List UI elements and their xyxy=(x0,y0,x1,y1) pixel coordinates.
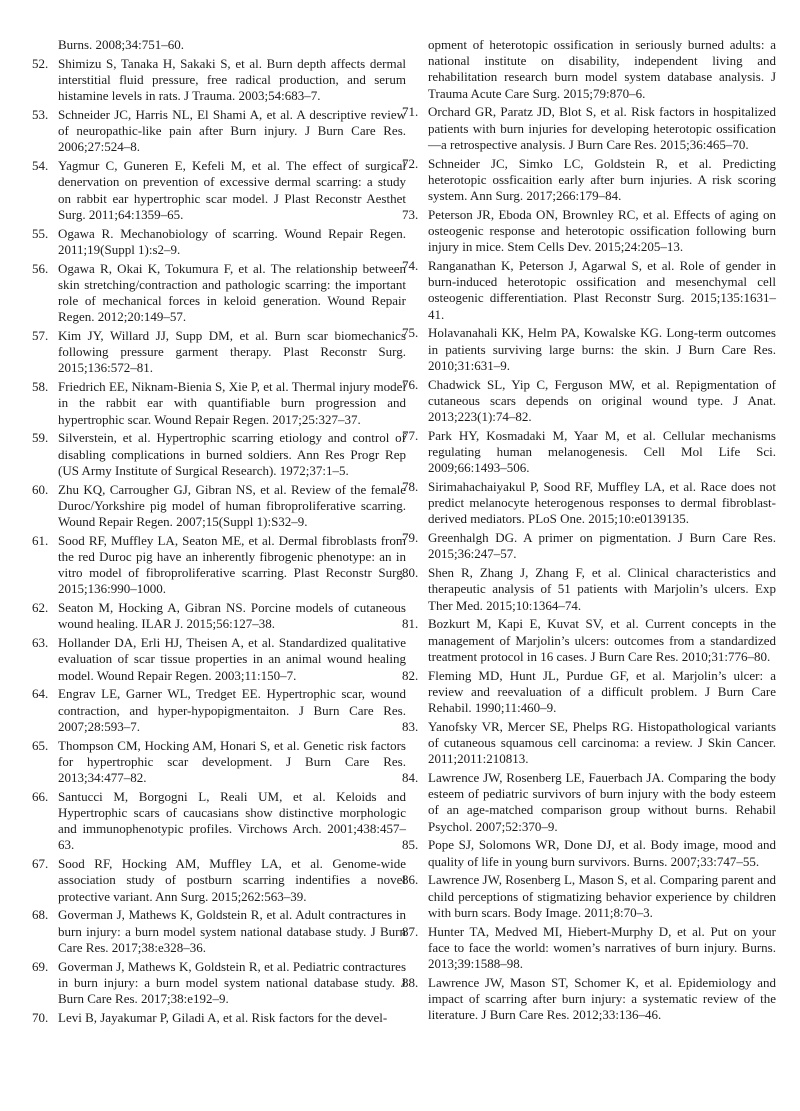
reference-text: Lawrence JW, Mason ST, Schomer K, et al. Epidemiology and impact of scarring after burn injury: a systematic review of the literature. J Burn Care Res. 2012;33:136–46. xyxy=(428,974,776,1023)
reference-text: Peterson JR, Eboda ON, Brownley RC, et al. Effects of aging on osteogenic response and heterotopic ossification following burn injury in mice. Stem Cells Dev. 2015;24:205–13. xyxy=(428,206,776,255)
reference-item xyxy=(402,565,776,614)
reference-text: Sood RF, Hocking AM, Muffley LA, et al. Genome-wide association study of postburn scarring indentifies a novel protective variant. Ann Surg. 2015;262:563–39. xyxy=(58,856,406,904)
reference-item xyxy=(32,260,406,326)
reference-number: 57. xyxy=(32,328,49,344)
reference-item xyxy=(32,635,406,684)
reference-item xyxy=(402,104,776,153)
reference-text: Yagmur C, Guneren E, Kefeli M, et al. The effect of surgical denervation on prevention of excessive dermal scarring: a study on rabbit ear hypertrophic scar model. J Plast Reconstr Aesthet Surg. 2011;64:1359–65. xyxy=(58,158,406,222)
reference-text: Schneider JC, Harris NL, El Shami A, et al. A descriptive review of neuropathic-like pain after Burn injury. J Burn Care Res. 2006;27:524–8. xyxy=(58,107,406,155)
reference-item xyxy=(32,600,406,632)
reference-text: Kim JY, Willard JJ, Supp DM, et al. Burn scar biomechanics following pressure garment therapy. Plast Reconstr Surg. 2015;136:572–81. xyxy=(58,328,406,376)
reference-item xyxy=(32,328,406,377)
reference-text: Park HY, Kosmadaki M, Yaar M, et al. Cellular mechanisms regulating human melanogenesis. Cell Mol Life Sci. 2009;66:1493–506. xyxy=(428,427,776,476)
reference-continuation: opment of heterotopic ossification in seriously burned adults: a national institute on disability, independent living and rehabilitation research burn model system database analysis. J Trauma Acute Care Surg. 2015;79:870–6. xyxy=(428,37,776,101)
reference-text: Greenhalgh DG. A primer on pigmentation. J Burn Care Res. 2015;36:247–57. xyxy=(428,530,776,562)
reference-text: Friedrich EE, Niknam-Bienia S, Xie P, et al. Thermal injury model in the rabbit ear with quantifiable burn progression and hypertrophic scar. Wound Repair Regen. 2017;25:327–37. xyxy=(58,379,406,427)
reference-item xyxy=(402,155,776,205)
reference-item xyxy=(402,770,776,835)
reference-number: 68. xyxy=(32,907,49,923)
reference-text: Zhu KQ, Carrougher GJ, Gibran NS, et al. Review of the female Duroc/Yorkshire pig model of human fibroproliferative scarring. Wound Repair Regen. 2007;15(Suppl 1):S32–9. xyxy=(58,481,406,530)
reference-item xyxy=(32,225,406,258)
reference-text: Levi B, Jayakumar P, Giladi A, et al. Risk factors for the devel- xyxy=(58,1009,388,1025)
reference-text: Holavanahali KK, Helm PA, Kowalske KG. Long-term outcomes in patients surviving large burns: the skin. J Burn Care Res. 2010;31:631–9. xyxy=(428,325,776,373)
reference-number: 65. xyxy=(32,737,49,753)
reference-text: Lawrence JW, Rosenberg L, Mason S, et al. Comparing parent and child perceptions of stigmatizing behavior experience by children with burn scars. Body Image. 2011;8:70–3. xyxy=(428,872,776,920)
reference-item xyxy=(402,872,776,921)
reference-number: 78. xyxy=(402,479,419,495)
reference-text: Bozkurt M, Kapi E, Kuvat SV, et al. Current concepts in the management of Marjolin’s ulcers: outcomes from a standardized treatment protocol in 16 cases. J Burn Care Res. 2010;31:776–80. xyxy=(428,616,776,664)
reference-item xyxy=(402,206,776,256)
reference-text: Shimizu S, Tanaka H, Sakaki S, et al. Burn depth affects dermal interstitial fluid pressure, free radical production, and serum histamine levels in rats. J Trauma. 2003;54:683–7. xyxy=(58,55,406,104)
reference-item xyxy=(32,856,406,905)
reference-text: Yanofsky VR, Mercer SE, Phelps RG. Histopathological variants of cutaneous squamous cell carcinoma: a review. J Skin Cancer. 2011;2011:210813. xyxy=(428,718,776,767)
reference-item xyxy=(32,55,406,105)
reference-item xyxy=(32,481,406,531)
reference-number: 61. xyxy=(32,532,49,548)
reference-number: 59. xyxy=(32,430,49,446)
reference-number: 62. xyxy=(32,600,49,616)
reference-number: 74. xyxy=(402,258,419,274)
reference-text: Ranganathan K, Peterson J, Agarwal S, et al. Role of gender in burn-induced heterotopic ossification and mesenchymal cell osteogenic differentiation. Plast Reconstr Surg. 2015;135:1631–41. xyxy=(428,258,776,322)
reference-text: Ogawa R. Mechanobiology of scarring. Wound Repair Regen. 2011;19(Suppl 1):s2–9. xyxy=(58,225,406,257)
reference-text: Orchard GR, Paratz JD, Blot S, et al. Risk factors in hospitalized patients with burn injuries for developing heterotopic ossification—a retrospective analysis. J Burn Care Res. 2015;36:465–70. xyxy=(428,104,776,152)
reference-number: 58. xyxy=(32,379,49,395)
reference-item xyxy=(402,427,776,477)
reference-item xyxy=(32,958,406,1008)
reference-number: 53. xyxy=(32,107,49,122)
reference-number: 82. xyxy=(402,667,419,683)
reference-text: Engrav LE, Garner WL, Tredget EE. Hypertrophic scar, wound contraction, and hyper-hypopigmentaiton. J Burn Care Res. 2007;28:593–7. xyxy=(58,686,406,734)
reference-list xyxy=(402,104,776,1023)
reference-item xyxy=(402,974,776,1024)
reference-item xyxy=(32,430,406,479)
reference-item xyxy=(402,667,776,717)
reference-item xyxy=(402,923,776,973)
reference-item xyxy=(32,737,406,787)
reference-number: 83. xyxy=(402,718,419,734)
reference-item xyxy=(32,686,406,735)
reference-text: Goverman J, Mathews K, Goldstein R, et al. Pediatric contractures in burn injury: a burn model system national database study. J Burn Care Res. 2017;38:e192–9. xyxy=(58,958,406,1007)
reference-number: 60. xyxy=(32,481,49,497)
reference-number: 72. xyxy=(402,155,419,171)
reference-number: 75. xyxy=(402,325,419,341)
reference-item xyxy=(402,479,776,528)
reference-text: Chadwick SL, Yip C, Ferguson MW, et al. Repigmentation of cutaneous scars depends on original wound type. J Anat. 2013;223(1):74–82. xyxy=(428,376,776,425)
reference-item xyxy=(32,107,406,156)
reference-number: 84. xyxy=(402,770,419,786)
reference-text: Sood RF, Muffley LA, Seaton ME, et al. Dermal fibroblasts from the red Duroc pig have an inherently fibrogenic phenotype: an in vitro model of fibroproliferative scarring. Plast Reconstr Surg. 2015;136:990–1000. xyxy=(58,532,406,597)
reference-number: 63. xyxy=(32,635,49,651)
reference-item xyxy=(402,258,776,323)
reference-item xyxy=(402,718,776,768)
reference-number: 67. xyxy=(32,856,49,872)
reference-number: 55. xyxy=(32,225,49,241)
reference-column-right xyxy=(402,37,776,1026)
reference-text: Santucci M, Borgogni L, Reali UM, et al. Keloids and Hypertrophic scars of caucasians show distinctive morphologic and immunophenotypic profiles. Virchows Arch. 2001;438:457–63. xyxy=(58,788,406,853)
reference-item xyxy=(32,379,406,428)
reference-text: Hollander DA, Erli HJ, Theisen A, et al. Standardized qualitative evaluation of scar tissue properties in an animal wound healing model. Wound Repair Regen. 2003;11:150–7. xyxy=(58,635,406,683)
reference-text: Goverman J, Mathews K, Goldstein R, et al. Adult contractures in burn injury: a burn model system national database study. J Burn Care Res. 2017;38:e328–36. xyxy=(58,907,406,955)
reference-item xyxy=(32,158,406,223)
reference-text: Shen R, Zhang J, Zhang F, et al. Clinical characteristics and therapeutic analysis of 51 patients with Marjolin’s ulcers. Exp Ther Med. 2015;10:1364–74. xyxy=(428,565,776,613)
reference-item xyxy=(402,616,776,665)
reference-number: 76. xyxy=(402,376,419,392)
reference-number: 66. xyxy=(32,788,49,804)
reference-number: 81. xyxy=(402,616,419,632)
reference-text: Ogawa R, Okai K, Tokumura F, et al. The relationship between skin stretching/contraction and pathologic scarring: the important role of mechanical forces in keloid generation. Wound Repair Regen. 2012;20:149–57. xyxy=(58,260,406,325)
reference-text: Fleming MD, Hunt JL, Purdue GF, et al. Marjolin’s ulcer: a review and reevaluation of a difficult problem. J Burn Care Rehabil. 1990;11:460–9. xyxy=(428,667,776,716)
reference-item xyxy=(32,1009,406,1026)
reference-number: 88. xyxy=(402,974,419,990)
reference-number: 56. xyxy=(32,260,49,276)
reference-text: Thompson CM, Hocking AM, Honari S, et al. Genetic risk factors for hypertrophic scar development. J Burn Care Res. 2013;34:477–82. xyxy=(58,737,406,786)
reference-text: Pope SJ, Solomons WR, Done DJ, et al. Body image, mood and quality of life in young burn survivors. Burns. 2007;33:747–55. xyxy=(428,837,776,869)
reference-number: 79. xyxy=(402,530,419,546)
reference-number: 87. xyxy=(402,923,419,939)
reference-number: 69. xyxy=(32,958,49,974)
reference-item xyxy=(32,532,406,598)
reference-number: 71. xyxy=(402,104,419,120)
reference-text: Sirimahachaiyakul P, Sood RF, Muffley LA, et al. Race does not predict melanocyte heterogenous responses to dermal fibroblast-derived mediators. PLoS One. 2015;10:e0139135. xyxy=(428,479,776,527)
reference-number: 85. xyxy=(402,837,419,853)
reference-item xyxy=(402,325,776,374)
reference-text: Silverstein, et al. Hypertrophic scarring etiology and control of disabling complications in burned soldiers. Ann Res Progr Rep (US Army Institute of Surgical Research). 1972;37:1–5. xyxy=(58,430,406,478)
reference-item xyxy=(32,907,406,956)
reference-continuation: Burns. 2008;34:751–60. xyxy=(58,37,185,52)
reference-item xyxy=(402,376,776,426)
reference-list xyxy=(32,55,406,1026)
reference-number: 80. xyxy=(402,565,419,581)
reference-number: 86. xyxy=(402,872,419,888)
reference-text: Seaton M, Hocking A, Gibran NS. Porcine models of cutaneous wound healing. ILAR J. 2015;56:127–38. xyxy=(58,600,406,632)
reference-column-left xyxy=(32,37,406,1029)
reference-number: 77. xyxy=(402,427,419,443)
reference-number: 52. xyxy=(32,55,49,71)
reference-number: 54. xyxy=(32,158,49,174)
reference-number: 64. xyxy=(32,686,49,702)
reference-item xyxy=(402,837,776,869)
reference-text: Hunter TA, Medved MI, Hiebert-Murphy D, et al. Put on your face to face the world: women’s narratives of burn injury. Burns. 2013;39:1588–98. xyxy=(428,923,776,972)
reference-number: 73. xyxy=(402,206,419,222)
reference-item xyxy=(32,788,406,854)
reference-text: Schneider JC, Simko LC, Goldstein R, et al. Predicting heterotopic ossficaition early after burn injuries. A risk scoring system. Ann Surg. 2017;266:179–84. xyxy=(428,155,776,204)
reference-number: 70. xyxy=(32,1009,49,1025)
reference-item xyxy=(402,530,776,562)
reference-text: Lawrence JW, Rosenberg LE, Fauerbach JA. Comparing the body esteem of pediatric survivors of burn injury with the body esteem of an age-matched comparison group without burns. Rehabil Psychol. 2007;52:370–9. xyxy=(428,770,776,834)
